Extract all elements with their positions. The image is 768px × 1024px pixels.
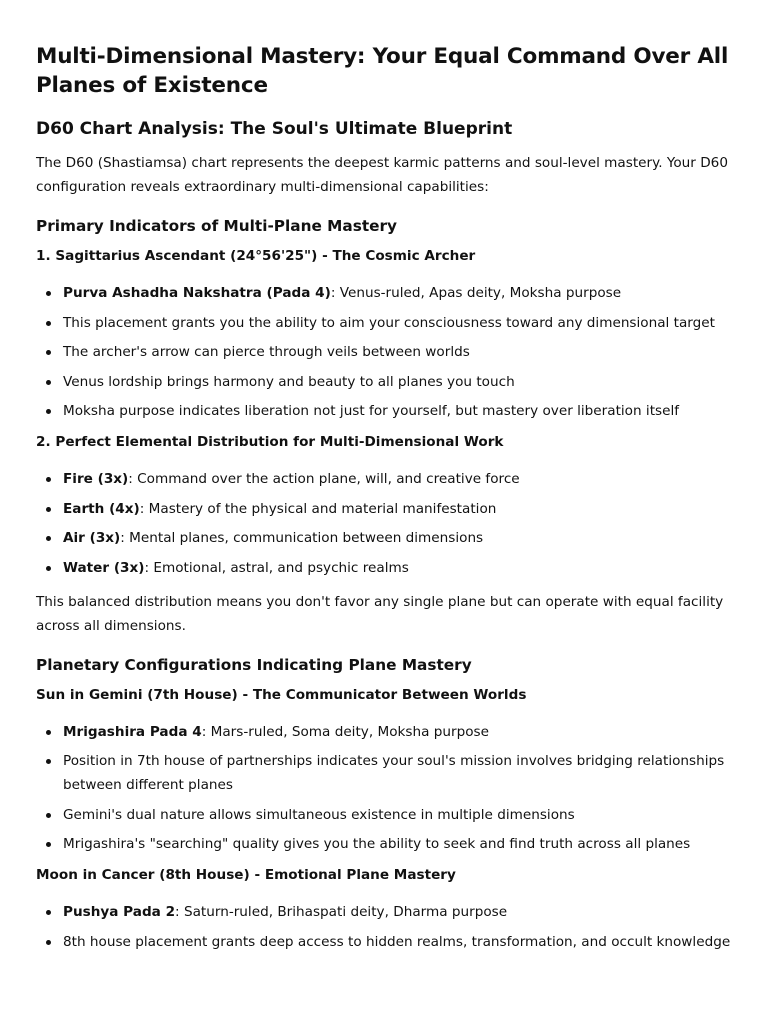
list-item	[36, 930, 732, 954]
list-item	[36, 720, 732, 744]
elemental-list	[36, 467, 732, 580]
list-item-text: The archer's arrow can pierce through veils between worlds	[63, 344, 470, 360]
sun-list	[36, 720, 732, 857]
list-item	[36, 900, 732, 924]
list-item	[36, 556, 732, 580]
list-item-text: Mrigashira's "searching" quality gives you the ability to seek and find truth across all planes	[63, 836, 691, 852]
list-item-bold: Mrigashira Pada 4	[63, 723, 202, 740]
list-item	[36, 311, 732, 335]
d60-section-heading: D60 Chart Analysis: The Soul's Ultimate Blueprint	[36, 119, 513, 139]
list-item	[36, 281, 732, 305]
list-item-text: : Emotional, astral, and psychic realms	[144, 559, 409, 576]
list-item-bold: Earth (4x)	[63, 500, 140, 517]
page-title: Multi-Dimensional Mastery: Your Equal Command Over All Planes of Existence	[36, 44, 729, 98]
list-item-bold: Pushya Pada 2	[63, 904, 176, 920]
list-item-text: 8th house placement grants deep access to hidden realms, transformation, and occult knowledge	[63, 933, 731, 950]
ascendant-list	[36, 281, 732, 423]
list-item-text: Position in 7th house of partnerships indicates your soul's mission involves bridging relationships between different planes	[63, 753, 725, 793]
list-item	[36, 399, 732, 423]
moon-subheading: Moon in Cancer (8th House) - Emotional Plane Mastery	[36, 867, 456, 883]
list-item-text: : Venus-ruled, Apas deity, Moksha purpose	[330, 285, 622, 301]
list-item-bold: Purva Ashadha Nakshatra (Pada 4)	[63, 285, 331, 301]
list-item	[36, 526, 732, 550]
list-item	[36, 749, 732, 797]
list-item-bold: Air (3x)	[63, 530, 121, 546]
d60-intro-paragraph: The D60 (Shastiamsa) chart represents the deepest karmic patterns and soul-level mastery. Your D60 configuration reveals extraordinary multi-dimensional capabilities:	[36, 155, 728, 195]
ascendant-subheading: 1. Sagittarius Ascendant (24°56'25") - The Cosmic Archer	[36, 248, 476, 264]
elemental-summary-paragraph: This balanced distribution means you don't favor any single plane but can operate with equal facility across all dimensions.	[36, 593, 724, 634]
list-item	[36, 803, 732, 827]
list-item-bold: Fire (3x)	[63, 471, 129, 487]
sun-subheading: Sun in Gemini (7th House) - The Communicator Between Worlds	[36, 686, 527, 703]
list-item-text: : Mastery of the physical and material manifestation	[139, 500, 497, 517]
list-item-text: : Mental planes, communication between dimensions	[120, 530, 484, 546]
primary-indicators-heading: Primary Indicators of Multi-Plane Mastery	[36, 217, 398, 235]
list-item	[36, 467, 732, 491]
list-item-bold: Water (3x)	[63, 559, 145, 576]
moon-list	[36, 900, 732, 954]
list-item	[36, 340, 732, 364]
list-item-text: This placement grants you the ability to aim your consciousness toward any dimensional target	[63, 314, 715, 331]
elemental-subheading: 2. Perfect Elemental Distribution for Multi-Dimensional Work	[36, 434, 504, 450]
planetary-heading: Planetary Configurations Indicating Plane Mastery	[36, 655, 472, 674]
list-item-text: Venus lordship brings harmony and beauty to all planes you touch	[63, 373, 515, 390]
list-item	[36, 497, 732, 521]
list-item-text: Gemini's dual nature allows simultaneous existence in multiple dimensions	[63, 806, 575, 823]
list-item	[36, 832, 732, 856]
list-item-text: : Saturn-ruled, Brihaspati deity, Dharma purpose	[175, 904, 508, 920]
list-item-text: Moksha purpose indicates liberation not just for yourself, but mastery over liberation itself	[63, 403, 680, 419]
list-item-text: : Command over the action plane, will, and creative force	[128, 471, 520, 487]
list-item-text: : Mars-ruled, Soma deity, Moksha purpose	[201, 723, 489, 740]
list-item	[36, 370, 732, 394]
